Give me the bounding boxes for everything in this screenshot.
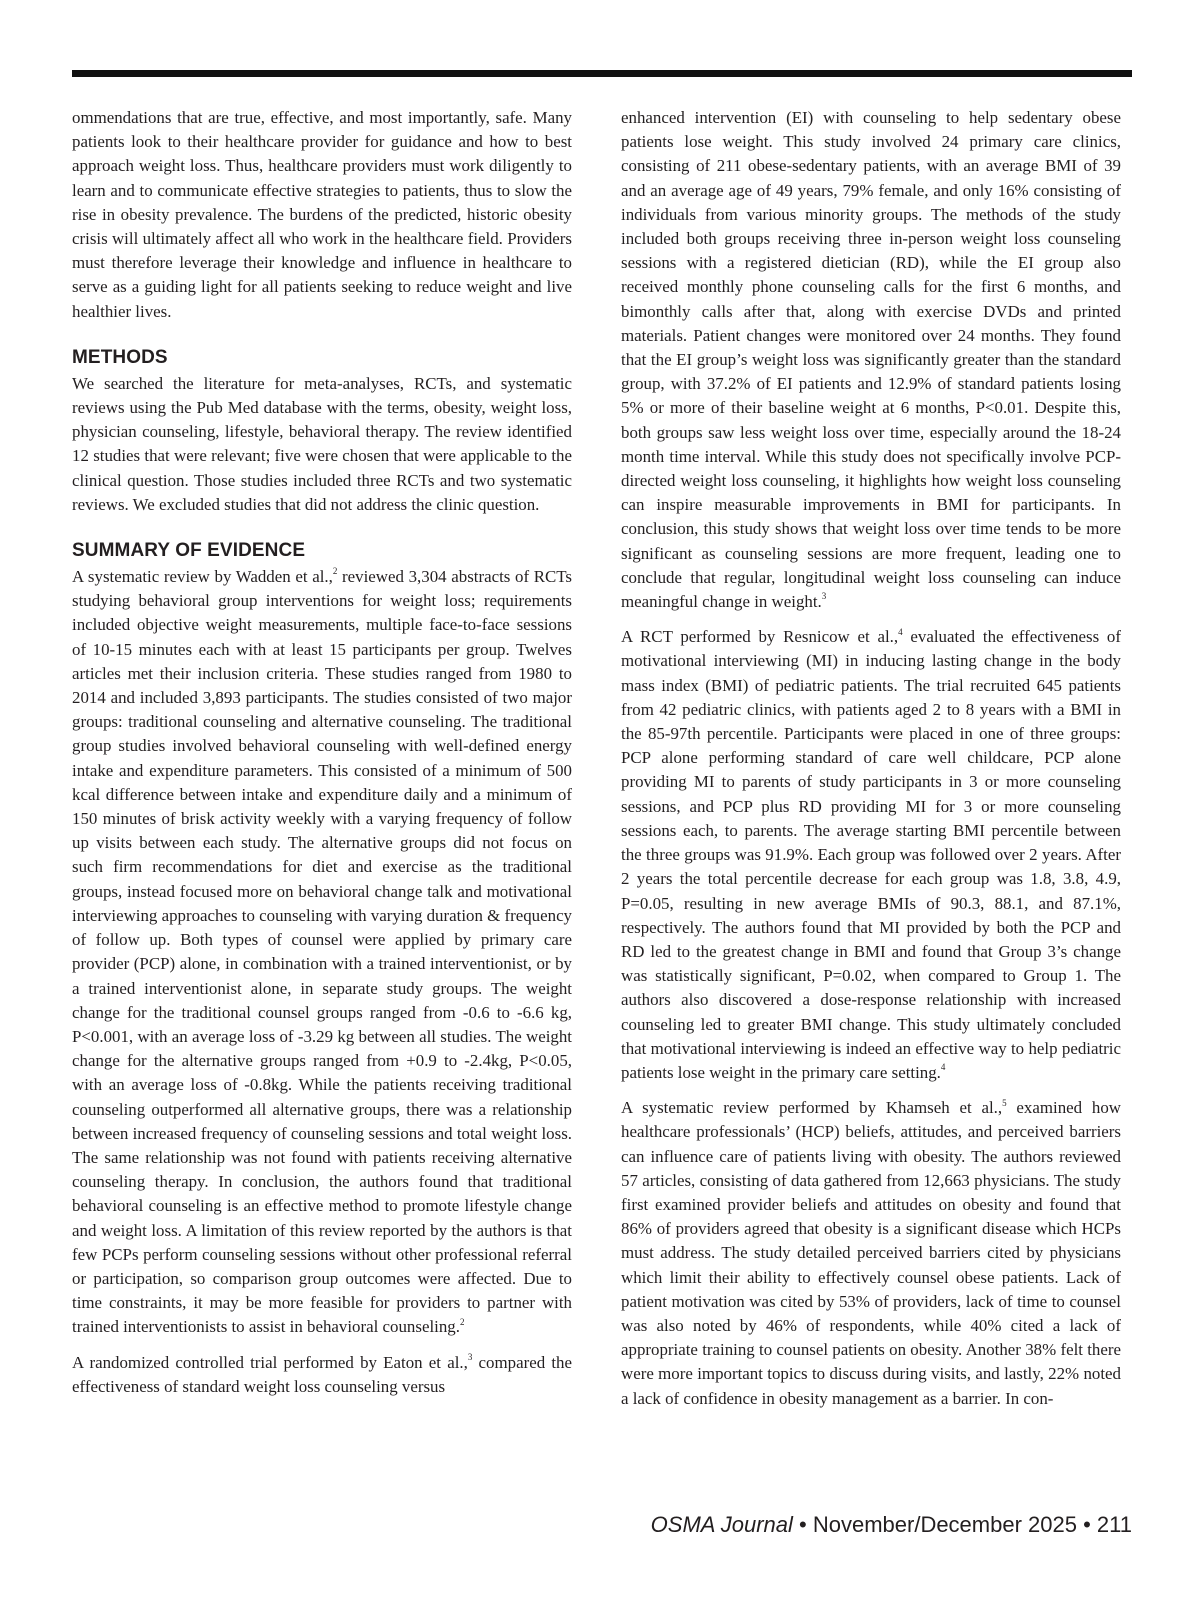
eaton-continuation: enhanced intervention (EI) with counseling to help sedentary obese patients lose weight. This study involved 24 primary care clinics, consisting of 211 obese-sedentary patients, with an average BMI of 39 and an average age of 49 years, 79% female, and only 16% consisting of individuals from various minority groups. The methods of the study included both groups receiving three in-person weight loss counseling sessions with a registered dietician (RD), while the EI group also received monthly phone counseling calls for the first 6 months, and bimonthly calls after that, along with exercise DVDs and printed materials. Patient changes were monitored over 24 months. They found that the EI group’s weight loss was significantly greater than the standard group, with 37.2% of EI patients and 12.9% of standard patients losing 5% or more of their baseline weight at 6 months, P<0.01. Despite this, both groups saw less weight loss over time, especially around the 18-24 month time interval. While this study does not specifically involve PCP-directed weight loss counseling, it highlights how weight loss counseling can inspire measurable improvements in BMI for participants. In conclusion, this study shows that weight loss over time tends to be more significant as counseling sessions are more frequent, leading one to conclude that regular, longitudinal weight loss counseling can induce meaningful change in weight. <box>621 108 1121 612</box>
summary-of-evidence-heading: SUMMARY OF EVIDENCE <box>72 540 306 562</box>
page-number: 211 <box>1096 1512 1132 1537</box>
eaton-paragraph <box>72 1351 572 1399</box>
resnicow-paragraph <box>621 625 1121 1085</box>
methods-paragraph: We searched the literature for meta-analyses, RCTs, and systematic reviews using the Pub Med database with the terms, obesity, weight loss, physician counseling, lifestyle, behavioral therapy. The review identified 12 studies that were relevant; five were chosen that were applicable to the clinical question. Those studies included three RCTs and two systematic reviews. We excluded studies that did not address the clinic question. <box>72 373 572 514</box>
wadden-paragraph <box>72 565 572 1340</box>
methods-heading: METHODS <box>72 346 168 368</box>
footer-separator: • <box>1076 1512 1097 1537</box>
wadden-ref: 2 <box>332 566 338 577</box>
eaton-body: compared the effectiveness of standard weight loss counseling versus <box>72 1352 572 1396</box>
khamseh-paragraph <box>621 1096 1121 1411</box>
khamseh-body: examined how healthcare professionals’ (HCP) beliefs, attitudes, and perceived barriers can influence care of patients living with obesity. The authors reviewed 57 articles, consisting of data gathered from 12,663 physicians. The study first examined provider beliefs and attitudes on obesity and found that 86% of providers agreed that obesity is a significant disease which HCPs must address. The study detailed perceived barriers cited by physicians which limit their ability to effectively counsel obese patients. Lack of patient motivation was cited by 53% of providers, lack of time to counsel was also noted by 46% of respondents, while 40% cited a lack of appropriate training to counsel patients on obesity. Another 38% felt there were more important topics to discuss during visits, and lastly, 22% noted a lack of confidence in obesity management as a barrier. In con- <box>621 1098 1121 1408</box>
left-column <box>72 106 572 1410</box>
eaton-end-ref: 3 <box>821 591 827 602</box>
wadden-lead: A systematic review by Wadden et al., <box>72 567 333 587</box>
resnicow-end-ref: 4 <box>940 1062 946 1073</box>
resnicow-ref: 4 <box>898 626 903 637</box>
resnicow-body: evaluated the effectiveness of motivational interviewing (MI) in inducing lasting change in the body mass index (BMI) of pediatric patients. The trial recruited 645 patients from 42 pediatric clinics, with patients aged 2 to 8 years with a BMI in the 85-97th percentile. Participants were placed in one of three groups: PCP alone performing standard of care well childcare, PCP alone providing MI to parents of study participants in 3 or more counseling sessions, and PCP plus RD providing MI for 3 or more counseling sessions each, to parents. The average starting BMI percentile between the three groups was 91.9%. Each group was followed over 2 years. After 2 years the total percentile decrease for each group was 1.8, 3.8, 4.9, P=0.05, resulting in new average BMIs of 90.3, 88.1, and 87.1%, respectively. The authors found that MI provided by both the PCP and RD led to the greatest change in BMI and found that Group 3’s change was statistically significant, P=0.02, when compared to Group 1. The authors also discovered a dose-response relationship with increased counseling led to greater BMI change. This study ultimately concluded that motivational interviewing is indeed an effective way to help pediatric patients lose weight in the primary care setting. <box>621 627 1122 1082</box>
footer-separator: • <box>792 1512 813 1537</box>
top-rule-divider <box>72 70 1132 77</box>
resnicow-lead: A RCT performed by Resnicow et al., <box>621 627 899 647</box>
khamseh-lead: A systematic review performed by Khamseh et al., <box>621 1098 1003 1118</box>
eaton-lead: A randomized controlled trial performed by Eaton et al., <box>72 1352 468 1372</box>
eaton-ref: 3 <box>467 1351 473 1362</box>
eaton-continuation-paragraph <box>621 106 1121 614</box>
wadden-body: reviewed 3,304 abstracts of RCTs studying behavioral group interventions for weight loss; requirements included objective weight measurements, multiple face-to-face sessions of 10-15 minutes each with at least 15 participants per group. Twelves articles met their inclusion criteria. These studies ranged from 1980 to 2014 and included 3,893 participants. The studies consisted of two major groups: traditional counseling and alternative counseling. The traditional group studies involved behavioral counseling with well-defined energy intake and expenditure parameters. This consisted of a minimum of 500 kcal difference between intake and expenditure daily and a minimum of 150 minutes of brisk activity weekly with a varying frequency of follow up visits between each study. The alternative groups did not focus on such firm recommendations for diet and exercise as the traditional groups, instead focused more on behavioral change talk and motivational interviewing approaches to counseling with varying duration & frequency of follow up. Both types of counsel were applied by primary care provider (PCP) alone, in combination with a trained interventionist, or by a trained interventionist alone, in separate study groups. The weight change for the traditional counsel groups ranged from -0.6 to -6.6 kg, P<0.001, with an average loss of -3.29 kg between all studies. The weight change for the alternative groups ranged from +0.9 to -2.4kg, P<0.05, with an average loss of -0.8kg. While the patients receiving traditional counseling outperformed all alternative groups, there was a relationship between increased frequency of counseling sessions and total weight loss. The same relationship was not found with patients receiving alternative counseling therapy. In conclusion, the authors found that traditional behavioral counseling is an effective method to promote lifestyle change and weight loss. A limitation of this review reported by the authors is that few PCPs perform counseling sessions without other professional referral or participation, so comparison group outcomes were affected. Due to time constraints, it may be more feasible for providers to partner with trained interventionists to assist in behavioral counseling. <box>72 567 573 1337</box>
khamseh-ref: 5 <box>1002 1097 1007 1108</box>
right-column <box>621 106 1121 1422</box>
wadden-end-ref: 2 <box>459 1316 465 1327</box>
page-footer <box>651 1512 1132 1538</box>
issue-date: November/December 2025 <box>812 1512 1077 1537</box>
journal-name: OSMA Journal <box>650 1512 793 1537</box>
intro-paragraph: ommendations that are true, effective, and most importantly, safe. Many patients look to their healthcare provider for guidance and how to best approach weight loss. Thus, healthcare providers must work diligently to learn and to communicate effective strategies to patients, thus to slow the rise in obesity prevalence. The burdens of the predicted, historic obesity crisis will ultimately affect all who work in the healthcare field. Providers must therefore leverage their knowledge and influence in healthcare to serve as a guiding light for all patients seeking to reduce weight and live healthier lives. <box>72 108 572 321</box>
